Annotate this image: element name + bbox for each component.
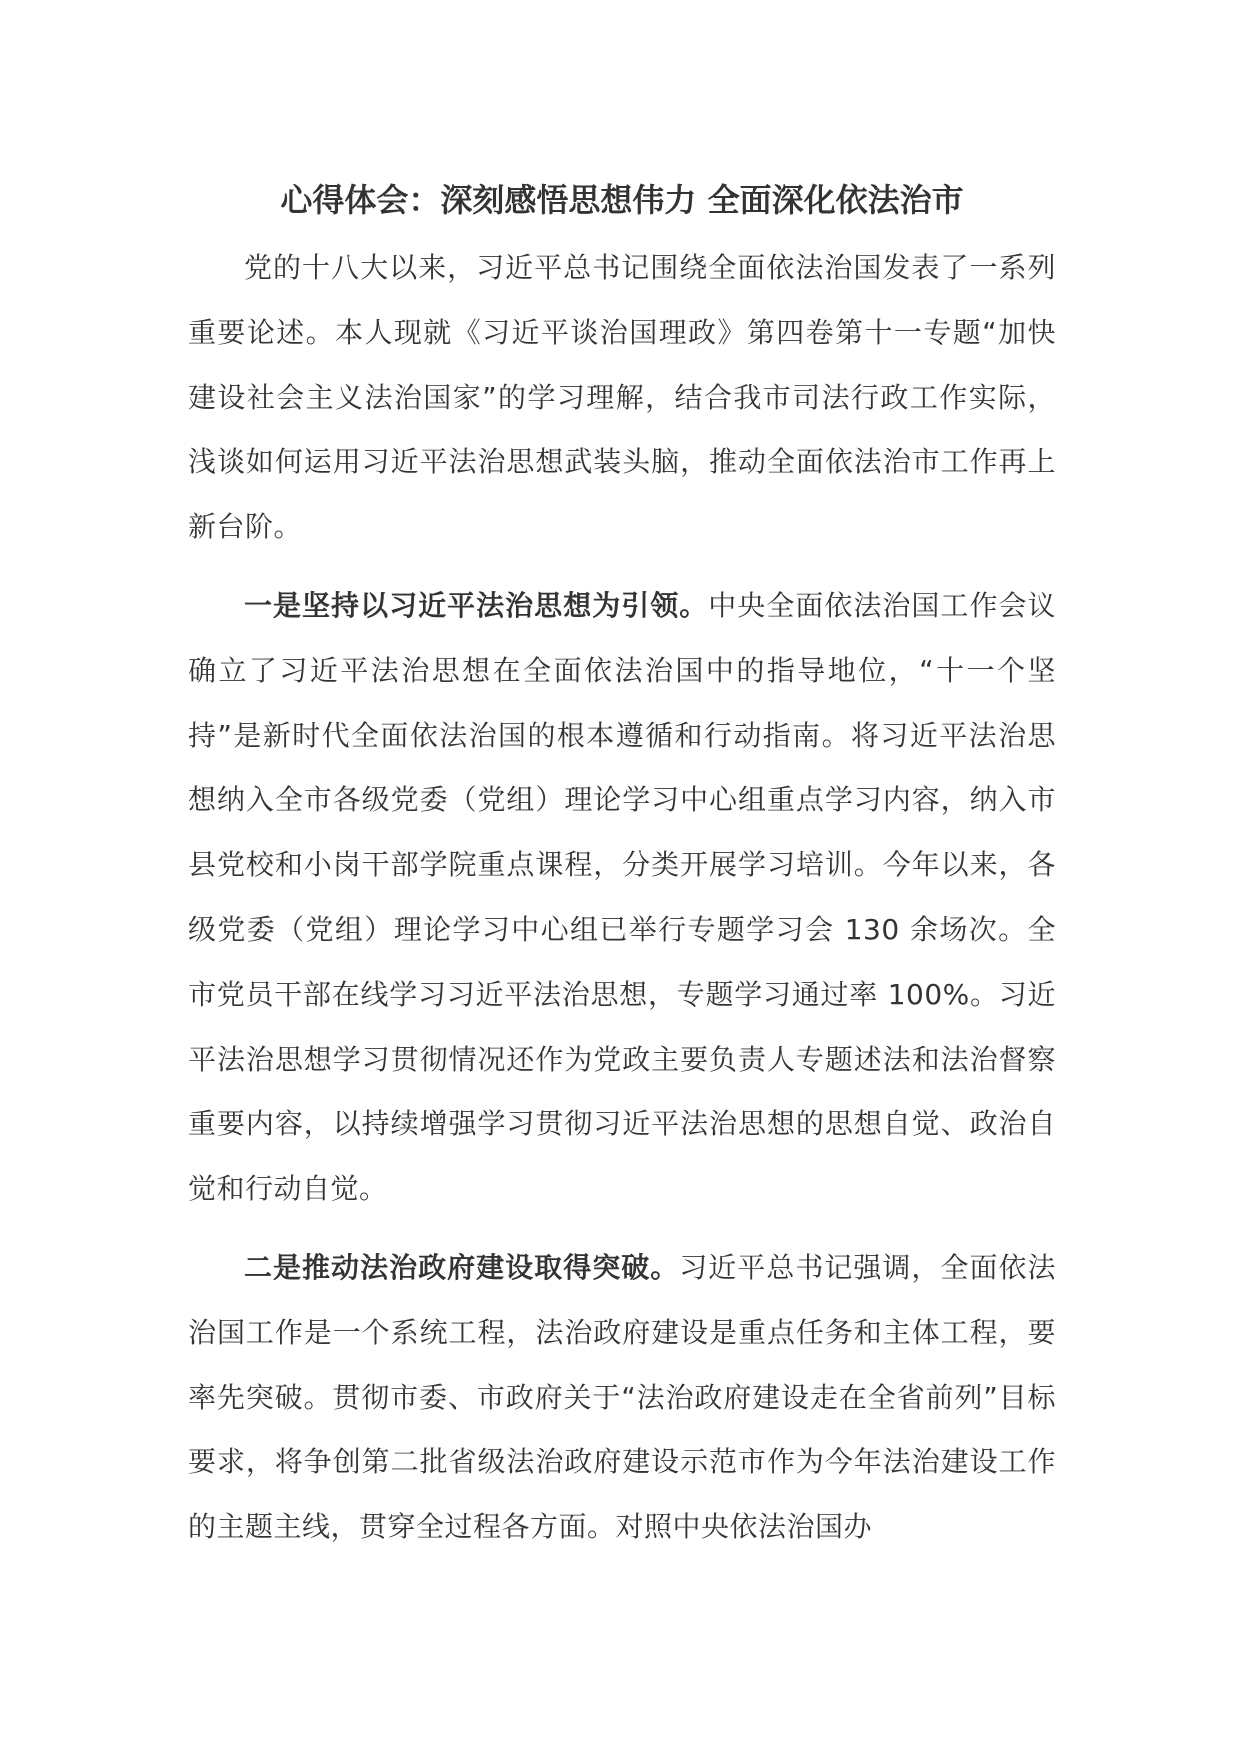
paragraph-lead: 二是推动法治政府建设取得突破。	[244, 1250, 680, 1284]
document-body	[188, 172, 1056, 1574]
paragraph-point-one	[188, 574, 1056, 1222]
paragraph-text: 中央全面依法治国工作会议确立了习近平法治思想在全面依法治国中的指导地位，“十一个坚持”是新时代全面依法治国的根本遵循和行动指南。将习近平法治思想纳入全市各级党委（党组）理论学习中心组重点学习内容，纳入市县党校和小岗干部学院重点课程，分类开展学习培训。今年以来，各级党委（党组）理论学习中心组已举行专题学习会 130 余场次。全市党员干部在线学习习近平法治思想，专题学习通过率 100%。习近平法治思想学习贯彻情况还作为党政主要负责人专题述法和法治督察重要内容，以持续增强学习贯彻习近平法治思想的思想自觉、政治自觉和行动自觉。	[188, 588, 1056, 1206]
paragraph-lead: 一是坚持以习近平法治思想为引领。	[244, 588, 709, 622]
paragraph-point-two	[188, 1236, 1056, 1560]
paragraph-intro	[188, 236, 1056, 560]
paragraph-text: 习近平总书记强调，全面依法治国工作是一个系统工程，法治政府建设是重点任务和主体工程，要率先突破。贯彻市委、市政府关于“法治政府建设走在全省前列”目标要求，将争创第二批省级法治政府建设示范市作为今年法治建设工作的主题主线，贯穿全过程各方面。对照中央依法治国办	[188, 1250, 1056, 1544]
paragraph-text: 党的十八大以来，习近平总书记围绕全面依法治国发表了一系列重要论述。本人现就《习近平谈治国理政》第四卷第十一专题“加快建设社会主义法治国家”的学习理解，结合我市司法行政工作实际，浅谈如何运用习近平法治思想武装头脑，推动全面依法治市工作再上新台阶。	[188, 251, 1056, 544]
document-title: 心得体会：深刻感悟思想伟力 全面深化依法治市	[280, 181, 964, 219]
